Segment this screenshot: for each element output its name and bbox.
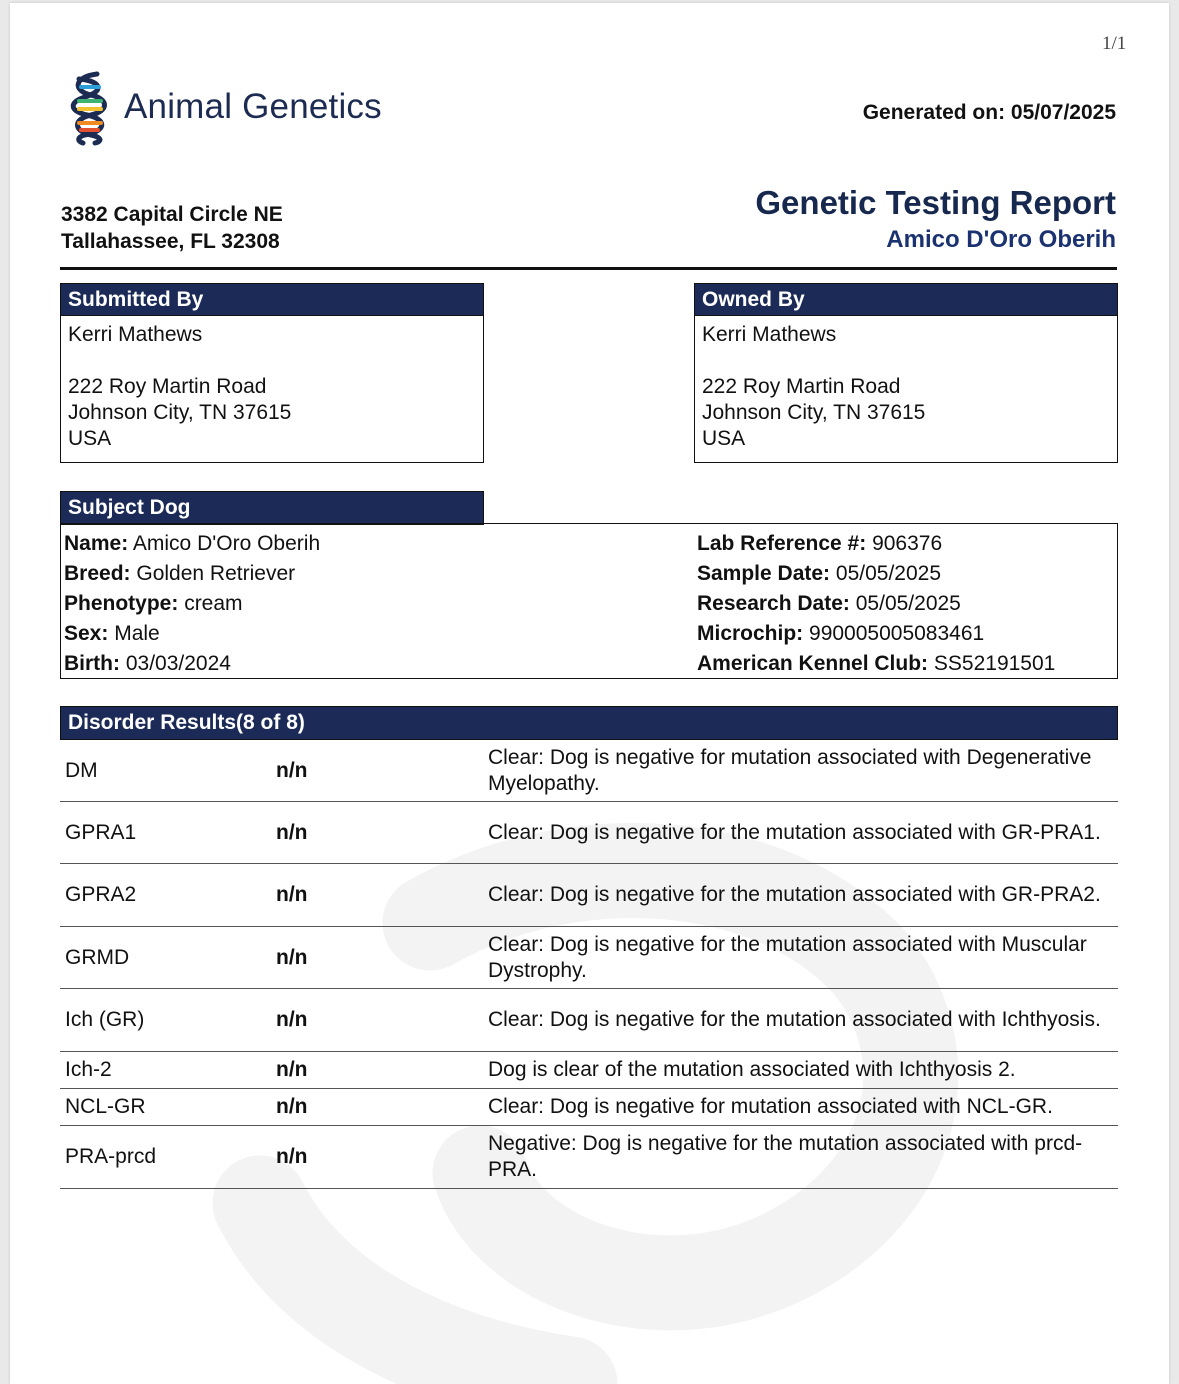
disorder-name: GPRA1 — [65, 820, 137, 844]
subject-field: Name: Amico D'Oro Oberih — [64, 532, 321, 555]
table-row — [60, 1089, 1118, 1126]
submitted-by-header: Submitted By — [61, 284, 483, 316]
subject-field: Phenotype: cream — [64, 592, 243, 615]
dna-helix-icon — [65, 69, 115, 147]
subject-left-column — [64, 529, 320, 679]
genotype: n/n — [276, 1145, 308, 1168]
lab-address-line1: 3382 Capital Circle NE — [61, 203, 283, 226]
disorder-name: Ich-2 — [65, 1058, 112, 1081]
table-row — [60, 1052, 1118, 1089]
table-row — [60, 740, 1118, 802]
brand-name: Animal Genetics — [124, 87, 382, 126]
lab-address — [61, 201, 283, 255]
disorder-name: GRMD — [65, 945, 130, 969]
disorder-results-header: Disorder Results(8 of 8) — [60, 706, 1118, 740]
submitted-by-box — [60, 283, 484, 463]
result-description: Clear: Dog is negative for the mutation associated with GR-PRA2. — [488, 883, 1101, 906]
genotype: n/n — [276, 1058, 308, 1081]
report-subtitle: Amico D'Oro Oberih — [886, 226, 1116, 253]
subject-field: Microchip: 990005005083461 — [697, 622, 985, 645]
result-description: Clear: Dog is negative for the mutation associated with Ichthyosis. — [488, 1008, 1101, 1031]
subject-field: Research Date: 05/05/2025 — [697, 592, 961, 615]
owned-by-header: Owned By — [695, 284, 1117, 316]
submitter-name: Kerri Mathews — [68, 323, 203, 346]
owner-name: Kerri Mathews — [702, 323, 837, 346]
subject-field: Lab Reference #: 906376 — [697, 532, 943, 555]
table-row — [60, 927, 1118, 989]
result-description: Dog is clear of the mutation associated with Ichthyosis 2. — [488, 1058, 1016, 1081]
disorder-name: NCL-GR — [65, 1095, 146, 1118]
result-description: Clear: Dog is negative for the mutation associated with Muscular Dystrophy. — [488, 932, 1087, 982]
header-divider — [60, 267, 1117, 270]
disorder-results-table — [60, 740, 1118, 1189]
subject-dog-box — [60, 523, 1118, 679]
submitter-street: 222 Roy Martin Road — [68, 375, 267, 398]
genotype: n/n — [276, 758, 308, 782]
genotype: n/n — [276, 945, 308, 969]
genotype: n/n — [276, 883, 308, 906]
table-row — [60, 802, 1118, 864]
owner-city: Johnson City, TN 37615 — [702, 401, 926, 424]
lab-address-line2: Tallahassee, FL 32308 — [61, 230, 280, 253]
subject-field: American Kennel Club: SS52191501 — [697, 652, 1056, 675]
subject-field: Sex: Male — [64, 622, 160, 645]
disorder-name: GPRA2 — [65, 883, 137, 906]
subject-dog-header: Subject Dog — [60, 491, 484, 525]
subject-field: Sample Date: 05/05/2025 — [697, 562, 941, 585]
page-number: 1/1 — [1102, 33, 1127, 54]
table-row — [60, 989, 1118, 1052]
submitter-country: USA — [68, 427, 112, 450]
genotype: n/n — [276, 1008, 308, 1031]
table-row — [60, 864, 1118, 927]
result-description: Clear: Dog is negative for mutation associated with NCL-GR. — [488, 1095, 1053, 1118]
disorder-name: PRA-prcd — [65, 1145, 157, 1168]
genotype: n/n — [276, 820, 308, 844]
subject-field: Birth: 03/03/2024 — [64, 652, 231, 675]
genotype: n/n — [276, 1095, 308, 1118]
table-row — [60, 1126, 1118, 1189]
owner-street: 222 Roy Martin Road — [702, 375, 901, 398]
owned-by-box — [694, 283, 1118, 463]
report-title: Genetic Testing Report — [755, 184, 1116, 221]
subject-right-column — [697, 529, 1055, 679]
report-page — [10, 3, 1169, 1384]
generated-date: Generated on: 05/07/2025 — [862, 101, 1116, 124]
disorder-name: DM — [65, 758, 98, 782]
subject-field: Breed: Golden Retriever — [64, 562, 296, 585]
result-description: Clear: Dog is negative for mutation associated with Degenerative Myelopathy. — [488, 745, 1092, 795]
owner-country: USA — [702, 427, 746, 450]
result-description: Negative: Dog is negative for the mutation associated with prcd-PRA. — [488, 1132, 1083, 1181]
disorder-name: Ich (GR) — [65, 1008, 145, 1031]
result-description: Clear: Dog is negative for the mutation associated with GR-PRA1. — [488, 820, 1101, 844]
submitter-city: Johnson City, TN 37615 — [68, 401, 292, 424]
